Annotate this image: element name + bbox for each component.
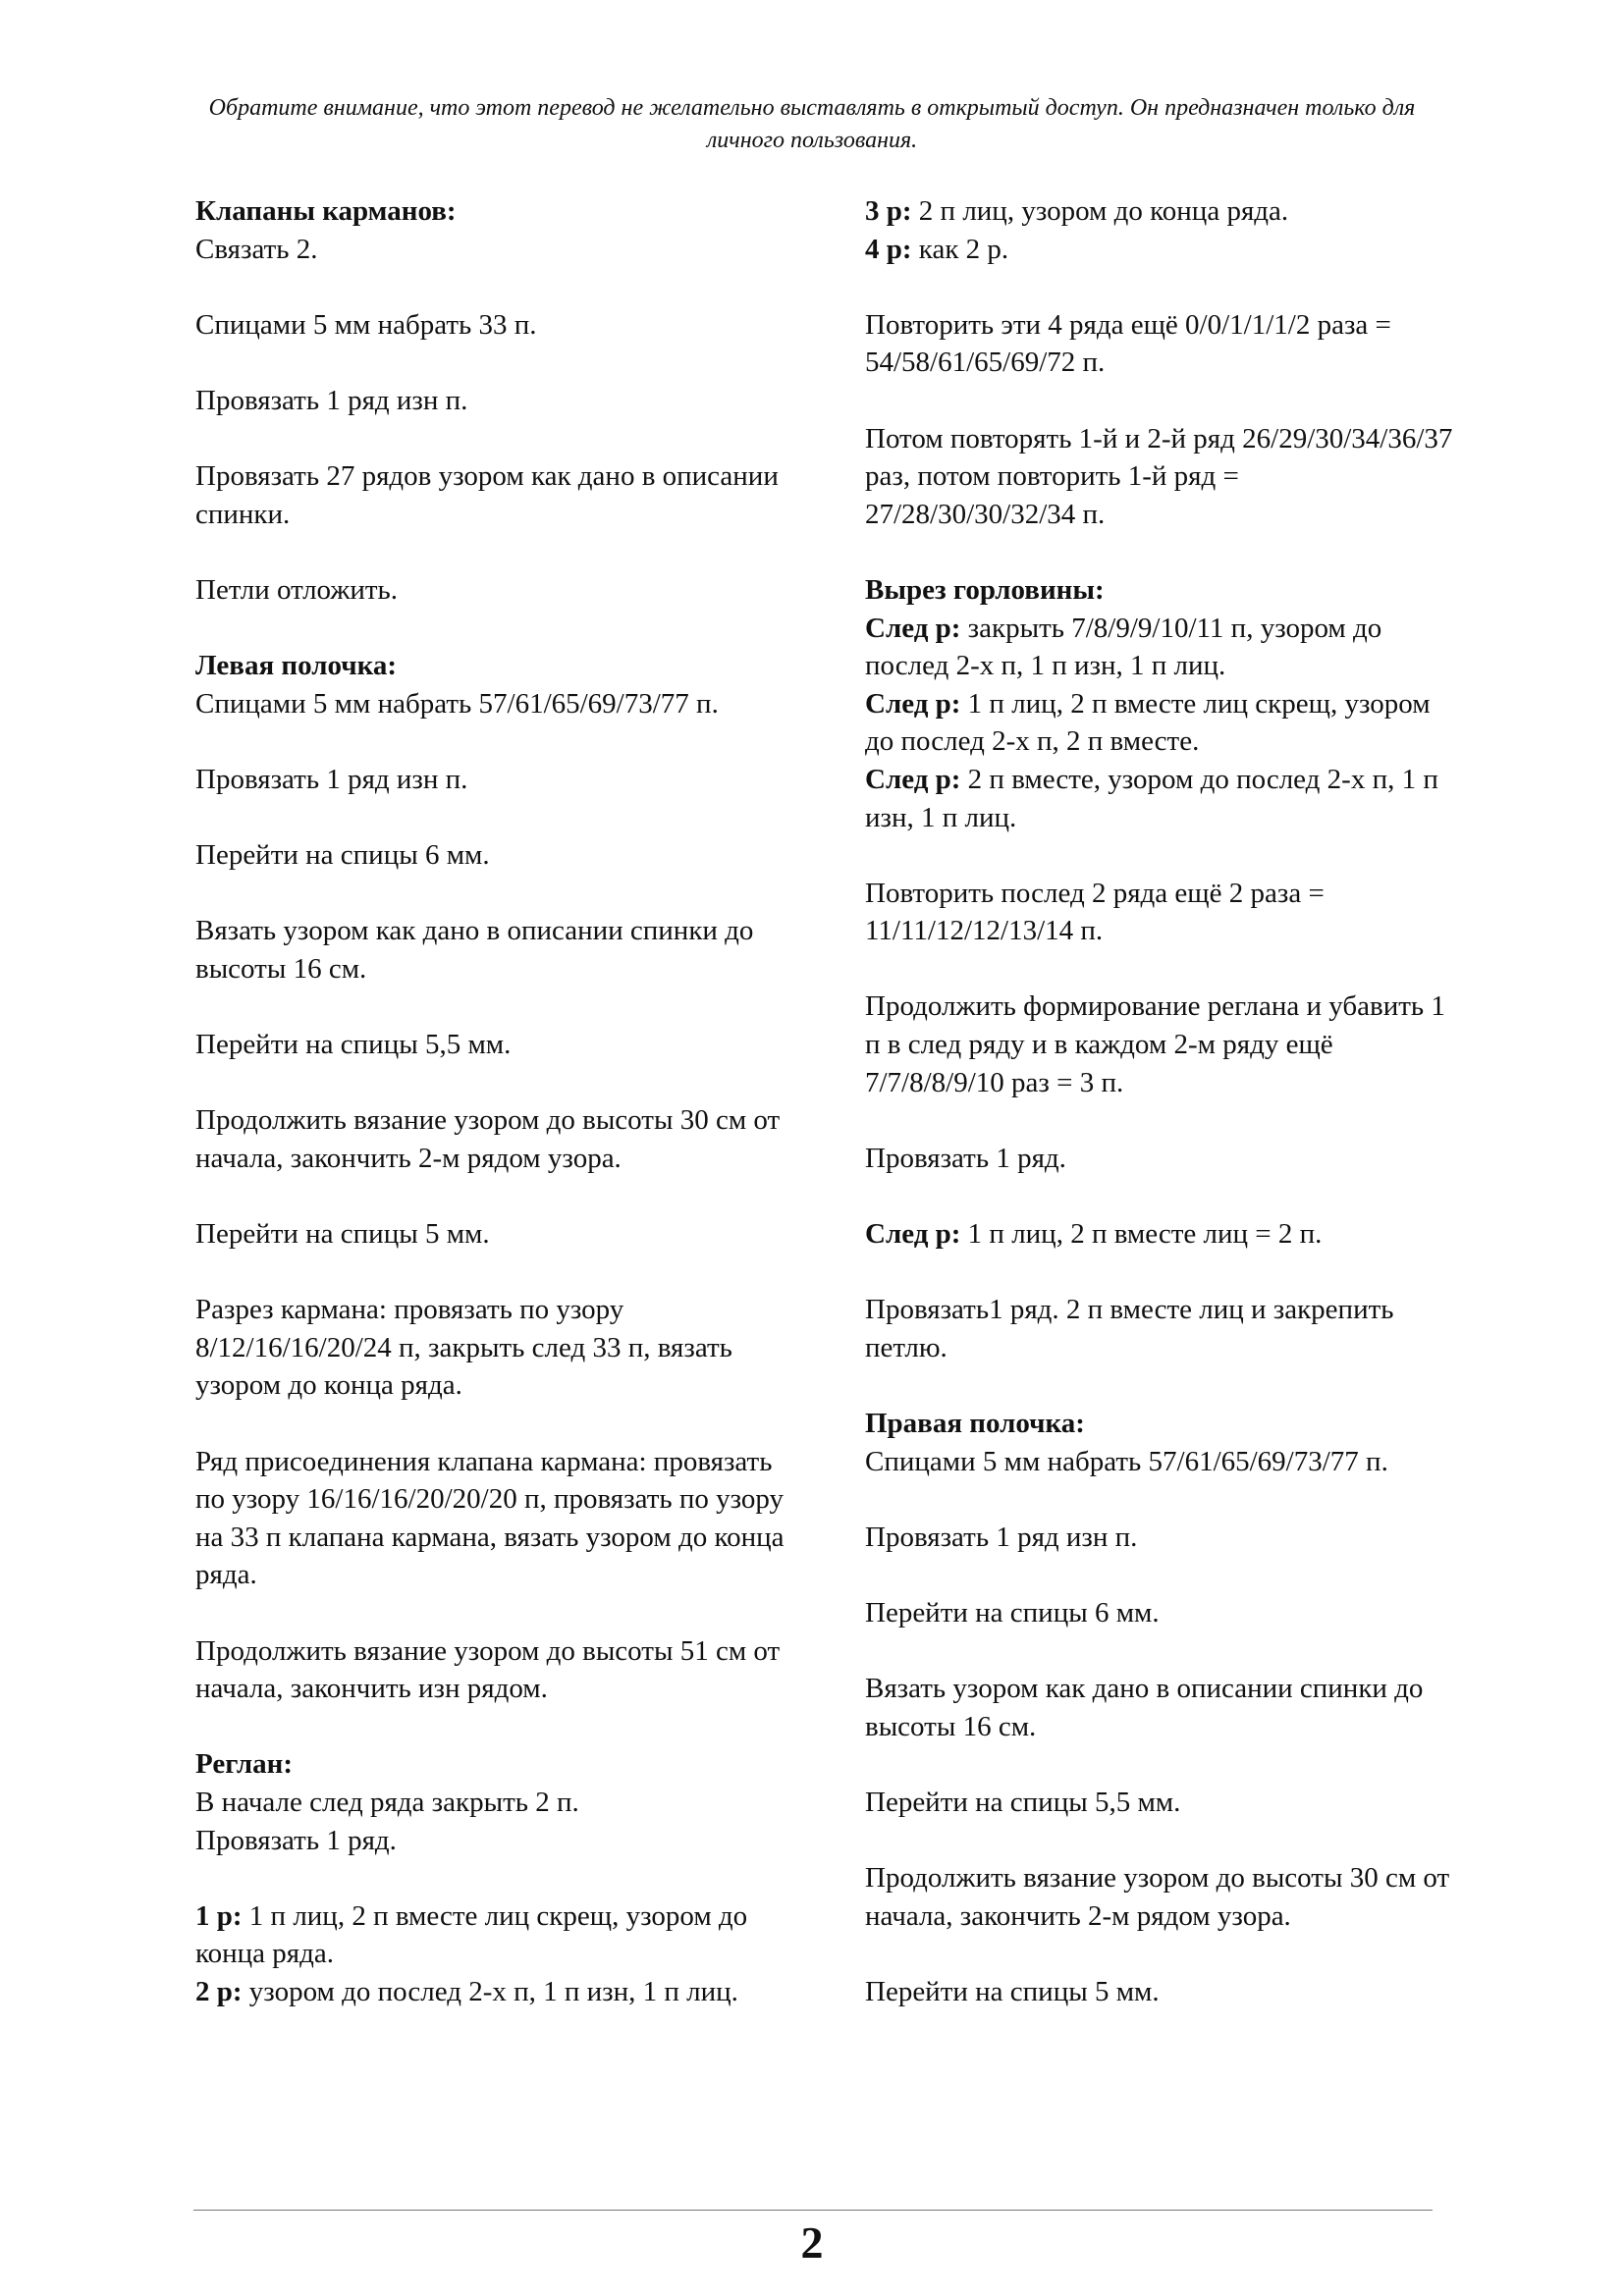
- paragraph: Связать 2.: [195, 233, 318, 265]
- footer-divider: [193, 2210, 1433, 2211]
- row-label: 1 р:: [195, 1899, 243, 1932]
- right-front-heading: Правая полочка:: [865, 1408, 1085, 1439]
- paragraph: Провязать 1 ряд изн п.: [865, 1521, 1138, 1553]
- paragraph: Перейти на спицы 5,5 мм.: [865, 1786, 1181, 1818]
- paragraph: Разрез кармана: провязать по узору 8/12/16/16/20/24 п, закрыть след 33 п, вязать узором до конца ряда.: [195, 1294, 732, 1402]
- pocket-flaps-heading: Клапаны карманов:: [195, 195, 457, 227]
- neckline-heading: Вырез горловины:: [865, 573, 1105, 606]
- paragraph: Перейти на спицы 5 мм.: [195, 1218, 490, 1251]
- paragraph: Спицами 5 мм набрать 57/61/65/69/73/77 п.: [195, 687, 719, 720]
- paragraph: Потом повторять 1-й и 2-й ряд 26/29/30/34/36/37 раз, потом повторить 1-й ряд = 27/28/30/30/32/34 п.: [865, 422, 1453, 530]
- paragraph: Провязать 1 ряд.: [195, 1824, 397, 1856]
- row-label: След р:: [865, 763, 961, 795]
- paragraph: Повторить эти 4 ряда ещё 0/0/1/1/1/2 раза = 54/58/61/65/69/72 п.: [865, 308, 1391, 379]
- paragraph: Спицами 5 мм набрать 33 п.: [195, 308, 537, 341]
- paragraph: Продолжить вязание узором до высоты 30 см от начала, закончить 2-м рядом узора.: [195, 1104, 781, 1174]
- paragraph: Перейти на спицы 6 мм.: [195, 839, 490, 872]
- left-front-heading: Левая полочка:: [195, 650, 398, 682]
- row-label: 4 р:: [865, 233, 912, 265]
- row-text: закрыть 7/8/9/9/10/11 п, узором до послед 2-х п, 1 п изн, 1 п лиц.: [865, 612, 1382, 682]
- copyright-notice: Обратите внимание, что этот перевод не желательно выставлять в открытый доступ. Он предназначен только для личного пользования.: [208, 95, 1416, 153]
- row-text: 1 п лиц, 2 п вместе лиц скрещ, узором до конца ряда.: [195, 1899, 748, 1970]
- paragraph: Провязать1 ряд. 2 п вместе лиц и закрепить петлю.: [865, 1294, 1394, 1363]
- row-instruction: [865, 1215, 1454, 1254]
- paragraph: Перейти на спицы 6 мм.: [865, 1596, 1160, 1629]
- row-label: След р:: [865, 612, 961, 644]
- row-label: След р:: [865, 1218, 961, 1251]
- paragraph: Вязать узором как дано в описании спинки до высоты 16 см.: [195, 915, 754, 985]
- row-instruction: [865, 192, 1454, 231]
- row-text: как 2 р.: [911, 233, 1009, 265]
- paragraph: Ряд присоединения клапана кармана: провязать по узору 16/16/16/20/20/20 п, провязать по узору на 33 п клапана кармана, вязать узором до конца ряда.: [195, 1445, 785, 1591]
- paragraph: Провязать 1 ряд.: [865, 1142, 1066, 1174]
- right-column: [865, 192, 1454, 2049]
- row-text: узором до послед 2-х п, 1 п изн, 1 п лиц.: [242, 1975, 738, 2007]
- row-instruction: [865, 761, 1454, 836]
- row-label: 3 р:: [865, 195, 912, 227]
- paragraph: Перейти на спицы 5,5 мм.: [195, 1029, 512, 1061]
- paragraph: Продолжить вязание узором до высоты 51 см от начала, закончить изн рядом.: [195, 1634, 781, 1705]
- row-text: 2 п лиц, узором до конца ряда.: [911, 195, 1289, 227]
- row-text: 1 п лиц, 2 п вместе лиц скрещ, узором до послед 2-х п, 2 п вместе.: [865, 687, 1431, 758]
- paragraph: Перейти на спицы 5 мм.: [865, 1975, 1160, 2007]
- paragraph: Провязать 1 ряд изн п.: [195, 384, 468, 416]
- page-number: 2: [800, 2217, 824, 2268]
- left-column: [195, 192, 785, 2011]
- raglan-heading: Реглан:: [195, 1748, 294, 1781]
- paragraph: Провязать 27 рядов узором как дано в описании спинки.: [195, 460, 779, 530]
- row-text: 2 п вместе, узором до послед 2-х п, 1 п изн, 1 п лиц.: [865, 763, 1438, 833]
- paragraph: Продолжить формирование реглана и убавить 1 п в след ряду и в каждом 2-м ряду ещё 7/7/8/8/9/10 раз = 3 п.: [865, 990, 1445, 1098]
- row-instruction: [865, 610, 1454, 685]
- row-label: След р:: [865, 687, 961, 720]
- paragraph: В начале след ряда закрыть 2 п.: [195, 1786, 579, 1818]
- row-instruction: [195, 1897, 785, 1973]
- row-label: 2 р:: [195, 1975, 243, 2007]
- row-instruction: [195, 1973, 785, 2011]
- paragraph: Спицами 5 мм набрать 57/61/65/69/73/77 п.: [865, 1445, 1388, 1477]
- paragraph: Вязать узором как дано в описании спинки до высоты 16 см.: [865, 1673, 1424, 1742]
- paragraph: Повторить послед 2 ряда ещё 2 раза = 11/11/12/12/13/14 п.: [865, 877, 1325, 947]
- row-instruction: [865, 685, 1454, 761]
- paragraph: Провязать 1 ряд изн п.: [195, 763, 468, 795]
- paragraph: Продолжить вязание узором до высоты 30 см от начала, закончить 2-м рядом узора.: [865, 1862, 1450, 1932]
- row-instruction: [865, 231, 1454, 269]
- row-text: 1 п лиц, 2 п вместе лиц = 2 п.: [960, 1218, 1323, 1251]
- paragraph: Петли отложить.: [195, 573, 399, 606]
